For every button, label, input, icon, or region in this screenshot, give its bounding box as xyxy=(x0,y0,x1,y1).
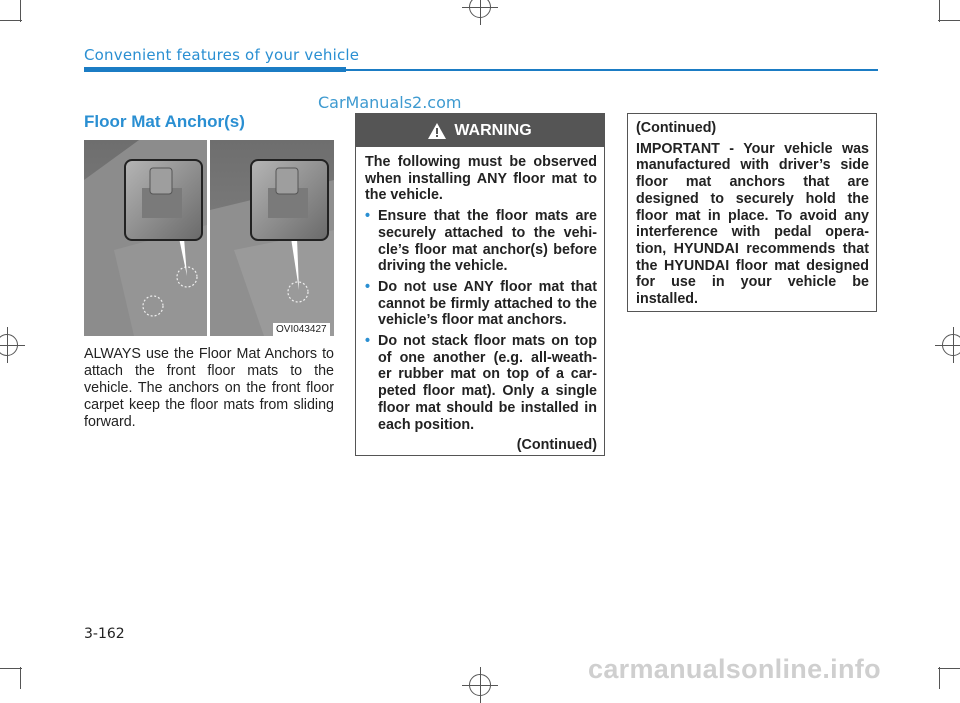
registration-mark xyxy=(942,334,960,356)
warning-item: • Ensure that the floor mats are securely attached to the vehi- cle’s floor mat anchor(s) before driving the vehicle. xyxy=(365,208,597,275)
warning-continued: (Continued) xyxy=(516,437,597,454)
watermark-bottom[interactable]: carmanualsonline.info xyxy=(588,654,881,684)
warning-intro: The following must be observed when installing ANY floor mat to the vehicle. xyxy=(365,154,597,204)
warning-box xyxy=(355,113,605,456)
crop-mark xyxy=(20,0,21,22)
warning-triangle-icon xyxy=(428,123,446,139)
photo-code: OVI043427 xyxy=(273,323,330,336)
registration-mark xyxy=(469,0,491,18)
page-number: 3-162 xyxy=(84,626,125,642)
warning-list xyxy=(365,208,597,433)
continued-body xyxy=(636,120,869,312)
registration-mark xyxy=(469,674,491,696)
header-rule-thick xyxy=(84,67,346,72)
bullet-icon: • xyxy=(365,208,371,225)
warning-item: • Do not stack floor mats on top of one another (e.g. all-weath- er rubber mat on top of a car- peted floor mat). Only a single floor mat should be installed in each position. xyxy=(365,333,597,433)
crop-mark xyxy=(939,0,940,22)
warning-body xyxy=(365,154,597,454)
floor-mat-anchor-description: ALWAYS use the Floor Mat Anchors to attach the front floor mats to the vehicle. The anchors on the front floor carpet keep the floor mats from sliding forward. xyxy=(84,346,334,430)
continued-heading: (Continued) xyxy=(636,120,717,136)
bullet-icon: • xyxy=(365,278,371,295)
crop-mark xyxy=(939,667,940,689)
continued-box xyxy=(627,113,877,312)
registration-mark xyxy=(0,334,18,356)
floor-mat-anchor-illustration xyxy=(84,140,334,336)
crop-mark xyxy=(0,668,22,669)
continued-text: IMPORTANT - Your vehicle was manufactured with driver’s side floor mat anchors that are designed to securely hold the floor mat in place. To avoid any interference with pedal opera- tion, HYUNDAI recommends that the HYUNDAI floor mat designed for use in your vehicle be installed. xyxy=(636,140,869,308)
warning-item: • Do not use ANY floor mat that cannot be firmly attached to the vehicle’s floor mat anchors. xyxy=(365,278,597,329)
floor-mat-anchor-photo xyxy=(84,140,334,336)
section-title: Floor Mat Anchor(s) xyxy=(84,112,245,131)
section-header: Convenient features of your vehicle xyxy=(84,46,360,64)
bullet-icon: • xyxy=(365,333,371,350)
crop-mark xyxy=(938,668,960,669)
crop-mark xyxy=(20,667,21,689)
crop-mark xyxy=(938,20,960,21)
crop-mark xyxy=(0,20,22,21)
header-rule-thin xyxy=(346,69,878,71)
watermark-top[interactable]: CarManuals2.com xyxy=(318,93,462,112)
warning-title: WARNING xyxy=(454,121,532,139)
warning-header xyxy=(356,114,604,147)
